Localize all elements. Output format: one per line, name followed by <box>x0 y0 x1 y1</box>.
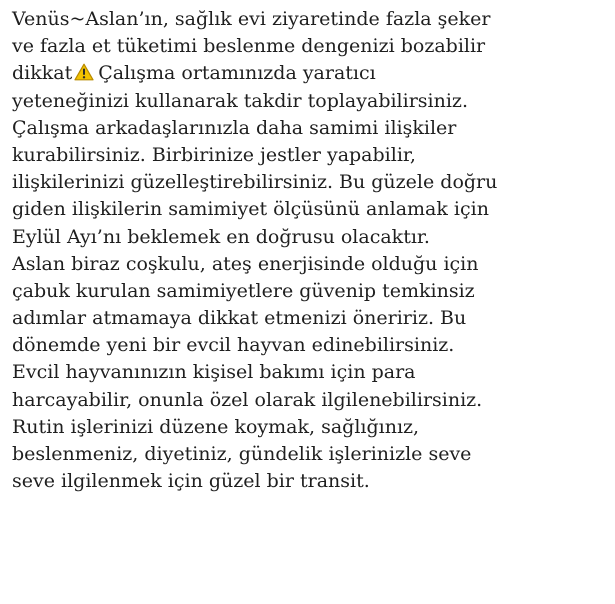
text-line-14: Evcil hayvanınızın kişisel bakımı için para <box>12 361 416 384</box>
text-line-16: Rutin işlerinizi düzene koymak, sağlığınız, <box>12 415 420 438</box>
text-line-11: çabuk kurulan samimiyetlere güvenip temkinsiz <box>12 279 475 302</box>
text-line-18: seve ilgilenmek için güzel bir transit. <box>12 470 370 493</box>
text-line-5: Çalışma arkadaşlarınızla daha samimi ilişkiler <box>12 116 457 139</box>
text-line-3-before: dikkat <box>12 62 73 85</box>
text-line-13: dönemde yeni bir evcil hayvan edinebilirsiniz. <box>12 334 455 357</box>
text-line-1: Venüs~Aslan’ın, sağlık evi ziyaretinde fazla şeker <box>12 8 491 30</box>
text-line-3 <box>12 60 608 87</box>
text-line-12: adımlar atmamaya dikkat etmenizi öneririz. Bu <box>12 307 467 330</box>
text-line-15: harcayabilir, onunla özel olarak ilgilenebilirsiniz. <box>12 388 483 411</box>
text-line-9: Eylül Ayı’nı beklemek en doğrusu olacaktır. <box>12 225 430 248</box>
warning-icon <box>74 63 94 81</box>
text-line-17: beslenmeniz, diyetiniz, gündelik işlerinizle seve <box>12 443 472 465</box>
text-line-6: kurabilirsiniz. Birbirinize jestler yapabilir, <box>12 143 416 166</box>
text-line-2: ve fazla et tüketimi beslenme dengenizi bozabilir <box>12 35 486 58</box>
text-line-10: Aslan biraz coşkulu, ateş enerjisinde olduğu için <box>12 252 479 275</box>
text-line-8: giden ilişkilerin samimiyet ölçüsünü anlamak için <box>12 198 489 221</box>
text-line-7: ilişkilerinizi güzelleştirebilirsiniz. Bu güzele doğru <box>12 171 498 194</box>
text-line-3-after: Çalışma ortamınızda yaratıcı <box>98 62 376 85</box>
horoscope-text <box>12 6 608 495</box>
text-line-4: yeteneğinizi kullanarak takdir toplayabilirsiniz. <box>12 89 468 112</box>
